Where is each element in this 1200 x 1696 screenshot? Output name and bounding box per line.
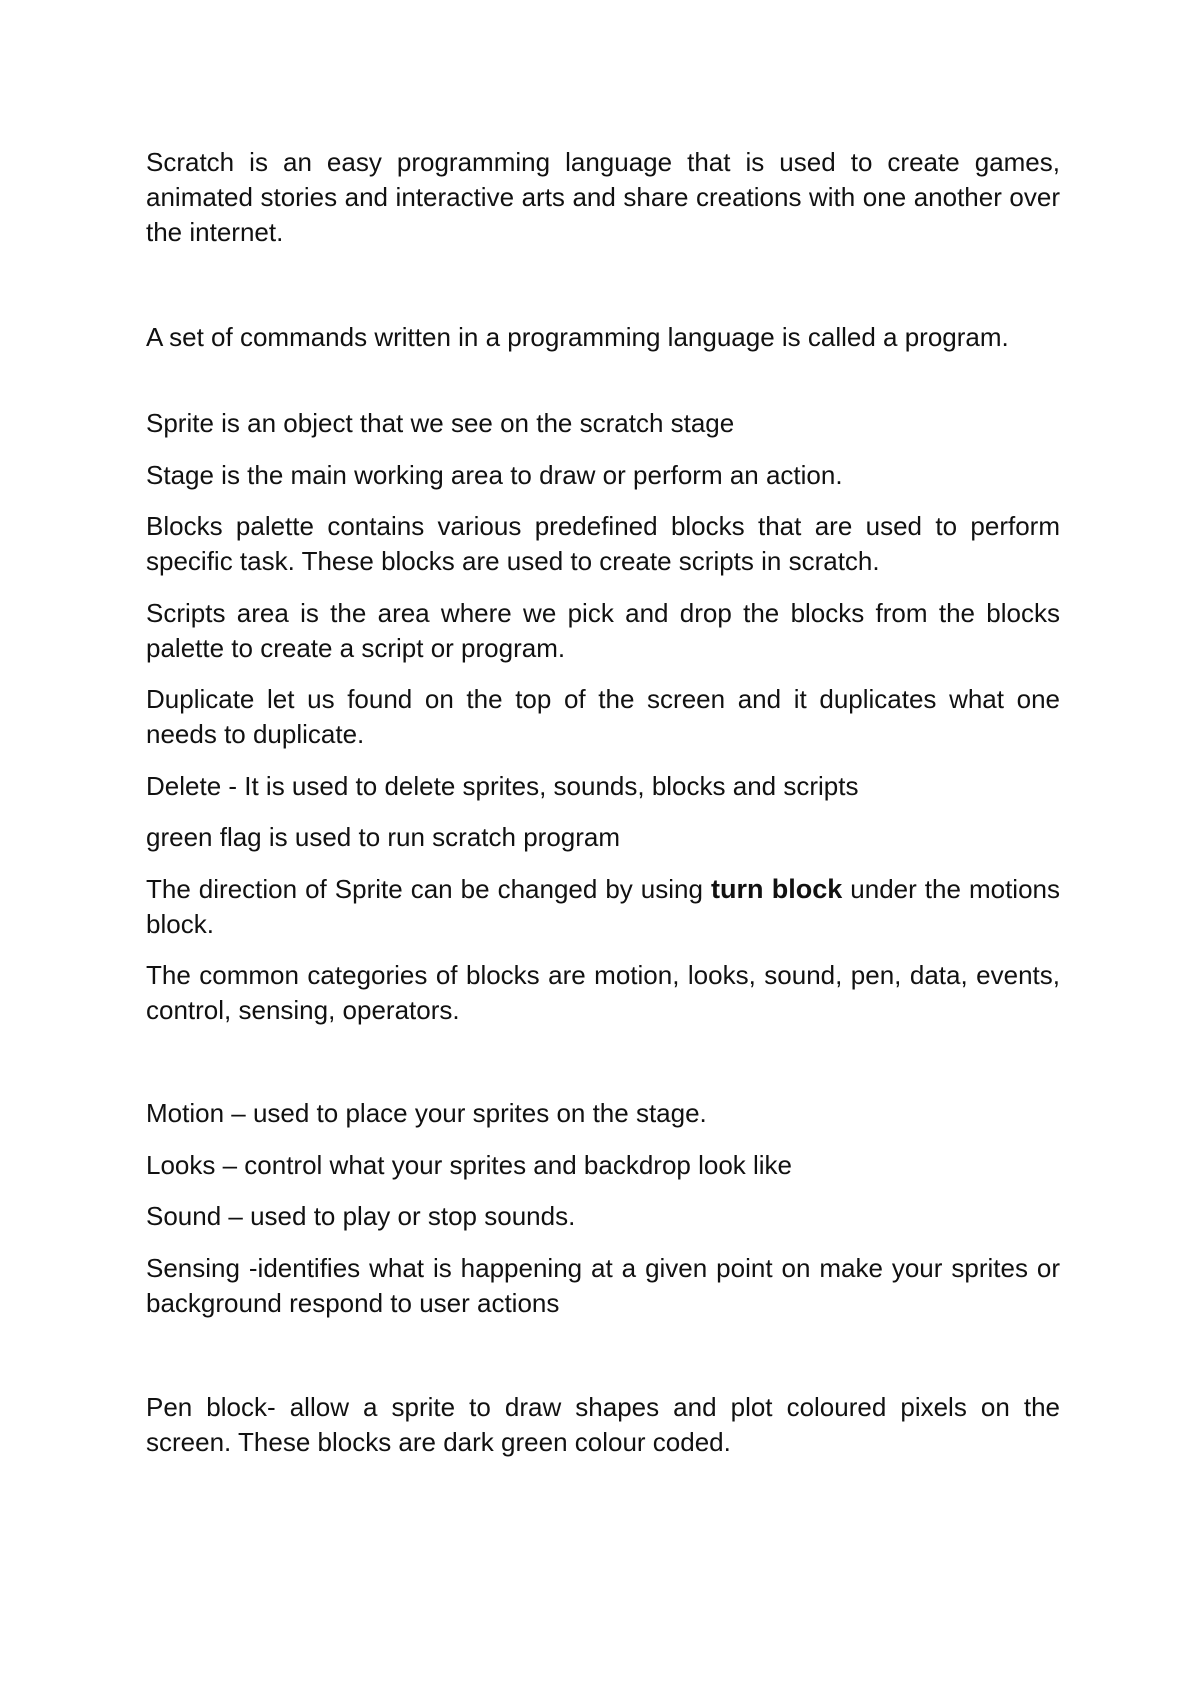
paragraph-sound-definition: Sound – used to play or stop sounds. — [146, 1201, 576, 1231]
paragraph-block-categories: The common categories of blocks are motion, looks, sound, pen, data, events, control, sensing, operators. — [146, 960, 1060, 1025]
paragraph-sensing-definition: Sensing -identifies what is happening at a given point on make your sprites or background respond to user actions — [146, 1253, 1060, 1318]
sprite-direction-text-before: The direction of Sprite can be changed by using — [146, 874, 711, 904]
paragraph-sprite-definition: Sprite is an object that we see on the scratch stage — [146, 408, 735, 438]
paragraph-scripts-area-definition: Scripts area is the area where we pick and drop the blocks from the blocks palette to create a script or program. — [146, 598, 1060, 663]
paragraph-scratch-definition: Scratch is an easy programming language that is used to create games, animated stories and interactive arts and share creations with one another over the internet. — [146, 147, 1060, 247]
paragraph-stage-definition: Stage is the main working area to draw or perform an action. — [146, 460, 843, 490]
sprite-direction-text-after: under the motions block. — [146, 874, 1060, 939]
paragraph-motion-definition: Motion – used to place your sprites on the stage. — [146, 1098, 707, 1128]
paragraph-looks-definition: Looks – control what your sprites and backdrop look like — [146, 1150, 793, 1180]
paragraph-sprite-direction — [146, 872, 1060, 942]
paragraph-pen-block-definition: Pen block- allow a sprite to draw shapes and plot coloured pixels on the screen. These blocks are dark green colour coded. — [146, 1392, 1060, 1457]
paragraph-duplicate-definition: Duplicate let us found on the top of the screen and it duplicates what one needs to duplicate. — [146, 684, 1060, 749]
paragraph-program-definition: A set of commands written in a programming language is called a program. — [146, 322, 1009, 352]
paragraph-blocks-palette-definition: Blocks palette contains various predefined blocks that are used to perform specific task. These blocks are used to create scripts in scratch. — [146, 511, 1060, 576]
paragraph-green-flag-definition: green flag is used to run scratch program — [146, 822, 621, 852]
turn-block-keyword: turn block — [710, 874, 843, 904]
paragraph-delete-definition: Delete - It is used to delete sprites, sounds, blocks and scripts — [146, 771, 859, 801]
